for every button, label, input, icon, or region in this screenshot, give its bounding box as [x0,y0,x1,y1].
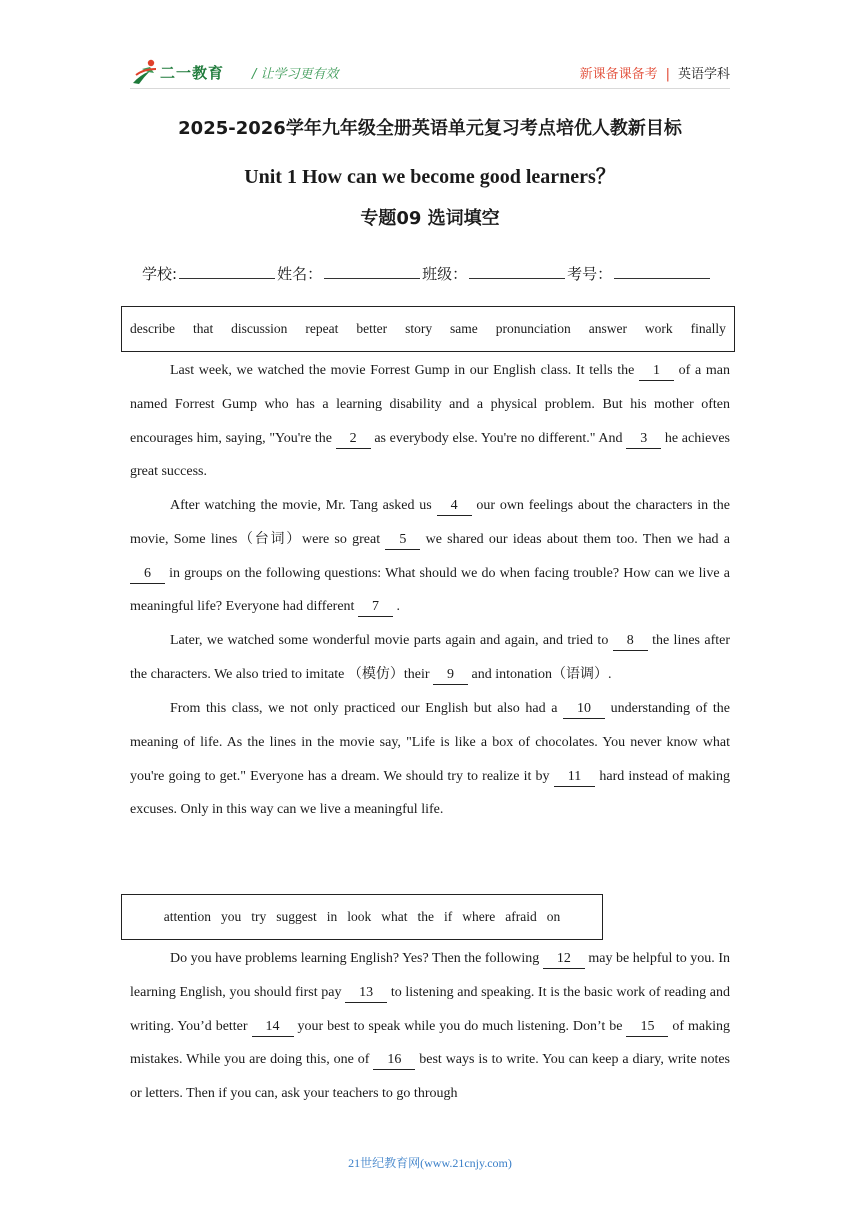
paragraph-text: may be helpful to you. In learning English, you should first pay [130,951,730,1000]
blank-11[interactable]: 11 [554,768,595,787]
word-bank-item: suggest [276,909,317,924]
paragraph-text: the lines after the characters. We also tried to imitate （模仿）their [130,633,731,682]
topic-title: 专题09 选词填空 [360,208,500,229]
logo [130,56,240,88]
word-bank-item: in [326,909,338,924]
word-bank-item: story [405,321,433,336]
word-bank-item: attention [163,909,211,924]
word-bank-item: look [347,909,372,924]
header-tag-subject: 英语学科 [677,67,730,82]
header-tag-prep: 新课备课备考 [579,67,658,82]
paragraph-text: Last week, we watched the movie Forrest Gump in our English class. It tells the [170,363,639,378]
word-bank-1 [121,306,735,352]
paragraph-text: understanding of the meaning of life. As the lines in the movie say, "Life is like a box of chocolates. You never know what you're going to get." Everyone has a dream. We should try to realize it by [130,701,730,784]
class-blank[interactable] [469,264,565,279]
name-blank[interactable] [324,264,420,279]
student-info-line [142,263,712,284]
paragraph-text: to listening and speaking. It is the basic work of reading and writing. You’d better [130,984,730,1034]
blank-2[interactable]: 2 [336,430,371,449]
blank-1[interactable]: 1 [639,362,674,381]
paragraph-text: your best to speak while you do much listening. Don’t be [293,1018,627,1034]
blank-12[interactable]: 12 [543,950,585,969]
paragraph-text: our own feelings about the characters in the movie, Some lines（台词）were so great [130,498,730,547]
paragraph-text: . [392,599,400,615]
word-bank-item: better [356,321,388,336]
page-footer[interactable]: 21世纪教育网(www.21cnjy.com) [348,1156,512,1170]
paragraph-text: he achieves great success. [130,430,730,480]
blank-7[interactable]: 7 [358,598,393,617]
paragraph-text: in groups on the following questions: What should we do when facing trouble? How can we live a meaningful life? Everyone had different [130,565,730,615]
word-bank-item: same [450,321,478,336]
paragraph-text: we shared our ideas about them too. Then we had a [420,531,731,547]
school-blank[interactable] [179,264,275,279]
exam-no-label: 考号： [567,265,613,283]
paragraph-text: and intonation（语调）. [468,666,612,682]
blank-15[interactable]: 15 [626,1018,668,1037]
paragraph-text: best ways is to write. You can keep a diary, write notes or letters. Then if you can, ask your teachers to go through [130,1052,731,1102]
blank-3[interactable]: 3 [626,430,661,449]
blank-13[interactable]: 13 [345,984,387,1003]
word-bank-item: try [251,909,267,924]
passage1-paragraph2 [130,489,730,624]
exam-no-blank[interactable] [614,264,710,279]
blank-6[interactable]: 6 [130,565,165,584]
paragraph-text: After watching the movie, Mr. Tang asked us [170,498,437,513]
blank-8[interactable]: 8 [613,632,648,651]
blank-5[interactable]: 5 [385,531,420,550]
word-bank-item: work [644,321,673,336]
passage1-paragraph1 [130,354,730,489]
word-bank-item: finally [690,321,726,336]
unit-title: Unit 1 How can we become good learners？ [244,166,616,188]
word-bank-item: on [546,909,561,924]
passage2-paragraph1 [130,942,730,1111]
paragraph-text: From this class, we not only practiced our English but also had a [170,701,564,716]
paragraph-text: as everybody else. You're no different." And [370,430,627,446]
word-bank-item: describe [130,321,175,336]
word-bank-item: answer [588,321,627,336]
word-bank-item: pronunciation [495,321,571,336]
header-divider [130,88,730,89]
passage1-paragraph4 [130,692,730,827]
document-title: 2025-2026学年九年级全册英语单元复习考点培优人教新目标 [178,118,682,139]
word-bank-item: repeat [305,321,339,336]
paragraph-text: of making mistakes. While you are doing this, one of [130,1018,731,1068]
blank-10[interactable]: 10 [563,700,605,719]
paragraph-text: Do you have problems learning English? Yes? Then the following [170,951,543,966]
header-slogan: / 让学习更有效 [252,67,339,82]
word-bank-item: you [221,909,242,924]
word-bank-item: afraid [505,909,537,924]
runner-logo-icon [130,57,160,87]
blank-16[interactable]: 16 [373,1051,415,1070]
header-tags [580,63,730,82]
word-bank-item: what [381,909,408,924]
blank-9[interactable]: 9 [433,666,468,685]
name-label: 姓名： [277,265,323,283]
page-header [130,56,730,90]
logo-text: 二一教育 [160,64,225,82]
blank-4[interactable]: 4 [437,497,472,516]
word-bank-item: the [417,909,435,924]
blank-14[interactable]: 14 [252,1018,294,1037]
word-bank-item: where [462,909,496,924]
header-separator: | [665,67,670,82]
passage1-paragraph3 [130,624,730,692]
word-bank-item: if [444,909,453,924]
paragraph-text: Later, we watched some wonderful movie parts again and again, and tried to [170,633,613,648]
word-bank-item: that [192,321,214,336]
paragraph-text: of a man named Forrest Gump who has a learning disability and a physical problem. But his mother often encourages him, saying, "You're the [130,363,730,446]
class-label: 班级： [422,265,468,283]
word-bank-item: discussion [231,321,288,336]
word-bank-2 [121,894,603,940]
paragraph-text: hard instead of making excuses. Only in this way can we live a meaningful life. [130,768,731,818]
school-label: 学校: [142,265,178,283]
